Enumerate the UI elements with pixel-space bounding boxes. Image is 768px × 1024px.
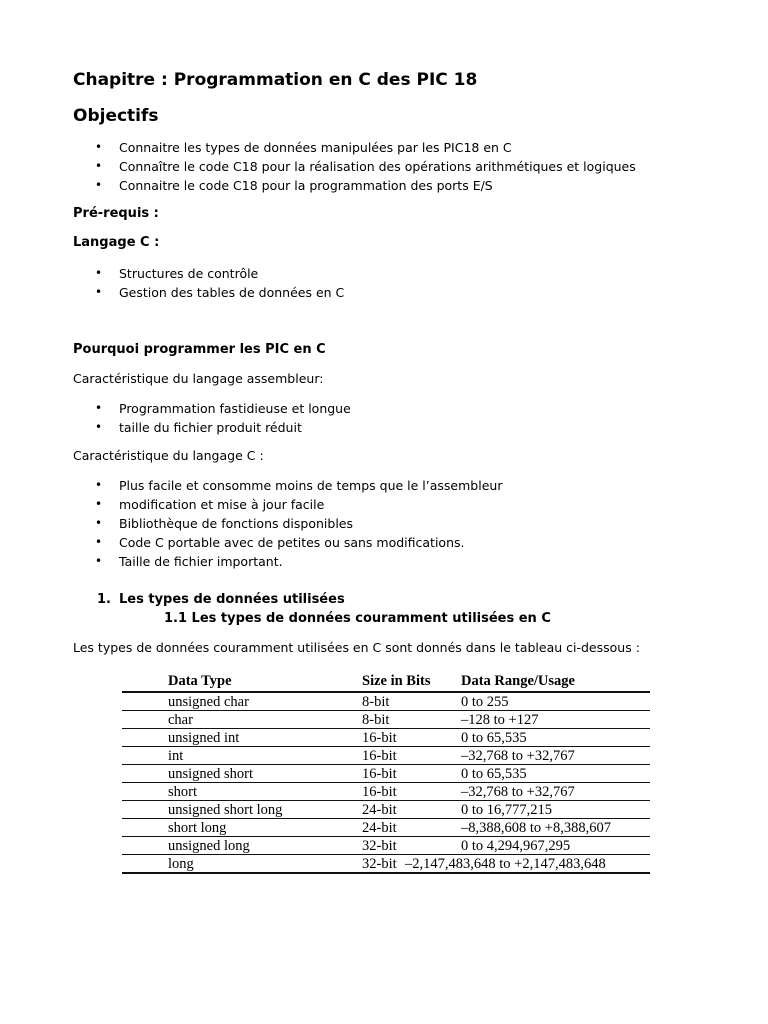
- c-list: [95, 476, 502, 571]
- bullet-icon: •: [95, 478, 103, 492]
- section-1-1-heading: 1.1 Les types de données couramment utilisées en C: [164, 611, 551, 626]
- section-1-heading: [97, 592, 345, 607]
- bullet-icon: •: [95, 159, 103, 173]
- list-item: • Connaitre les types de données manipulées par les PIC18 en C: [95, 140, 512, 155]
- header-range: Data Range/Usage: [461, 673, 575, 689]
- bullet-icon: •: [95, 497, 103, 511]
- header-size: Size in Bits: [362, 673, 431, 689]
- table-row: unsigned long 32-bit 0 to 4,294,967,295: [122, 837, 650, 855]
- data-types-table: [122, 672, 650, 874]
- bullet-icon: •: [95, 285, 103, 299]
- table-row: unsigned int 16-bit 0 to 65,535: [122, 729, 650, 747]
- table-row: int 16-bit –32,768 to +32,767: [122, 747, 650, 765]
- asm-list: [95, 399, 351, 437]
- table-header-row: [122, 672, 650, 693]
- bullet-icon: •: [95, 140, 103, 154]
- table-intro: Les types de données couramment utilisées en C sont donnés dans le tableau ci-dessous :: [73, 640, 640, 655]
- list-item: • Taille de fichier important.: [95, 554, 283, 569]
- bullet-icon: •: [95, 178, 103, 192]
- asm-intro: Caractéristique du langage assembleur:: [73, 371, 324, 386]
- section-number: 1.: [97, 592, 111, 607]
- list-item: • Programmation fastidieuse et longue: [95, 401, 351, 416]
- table-row: long 32-bit –2,147,483,648 to +2,147,483,648: [122, 855, 650, 874]
- bullet-icon: •: [95, 535, 103, 549]
- header-data-type: Data Type: [168, 673, 232, 689]
- list-item: • Connaître le code C18 pour la réalisation des opérations arithmétiques et logiques: [95, 159, 636, 174]
- table-row: unsigned short 16-bit 0 to 65,535: [122, 765, 650, 783]
- section-label: Les types de données utilisées: [119, 592, 345, 607]
- why-heading: Pourquoi programmer les PIC en C: [73, 342, 326, 357]
- lang-heading: Langage C :: [73, 235, 160, 250]
- list-item: • Code C portable avec de petites ou sans modifications.: [95, 535, 465, 550]
- prereq-list: [95, 264, 344, 302]
- list-item: • modification et mise à jour facile: [95, 497, 325, 512]
- list-item: • Bibliothèque de fonctions disponibles: [95, 516, 353, 531]
- list-item: • Gestion des tables de données en C: [95, 285, 345, 300]
- c-intro: Caractéristique du langage C :: [73, 448, 264, 463]
- bullet-icon: •: [95, 516, 103, 530]
- table-row: char 8-bit –128 to +127: [122, 711, 650, 729]
- list-item: • Structures de contrôle: [95, 266, 259, 281]
- table-row: short long 24-bit –8,388,608 to +8,388,607: [122, 819, 650, 837]
- list-item: • Plus facile et consomme moins de temps que le l’assembleur: [95, 478, 503, 493]
- chapter-title: Chapitre : Programmation en C des PIC 18: [73, 70, 478, 90]
- table-row: unsigned short long 24-bit 0 to 16,777,215: [122, 801, 650, 819]
- list-item: • taille du fichier produit réduit: [95, 420, 302, 435]
- table-row: short 16-bit –32,768 to +32,767: [122, 783, 650, 801]
- prereq-heading: Pré-requis :: [73, 206, 159, 221]
- table-row: unsigned char 8-bit 0 to 255: [122, 693, 650, 711]
- objectives-list: [95, 138, 636, 195]
- bullet-icon: •: [95, 554, 103, 568]
- objectives-heading: Objectifs: [73, 106, 159, 126]
- bullet-icon: •: [95, 401, 103, 415]
- bullet-icon: •: [95, 266, 103, 280]
- list-item: • Connaitre le code C18 pour la programmation des ports E/S: [95, 178, 493, 193]
- bullet-icon: •: [95, 420, 103, 434]
